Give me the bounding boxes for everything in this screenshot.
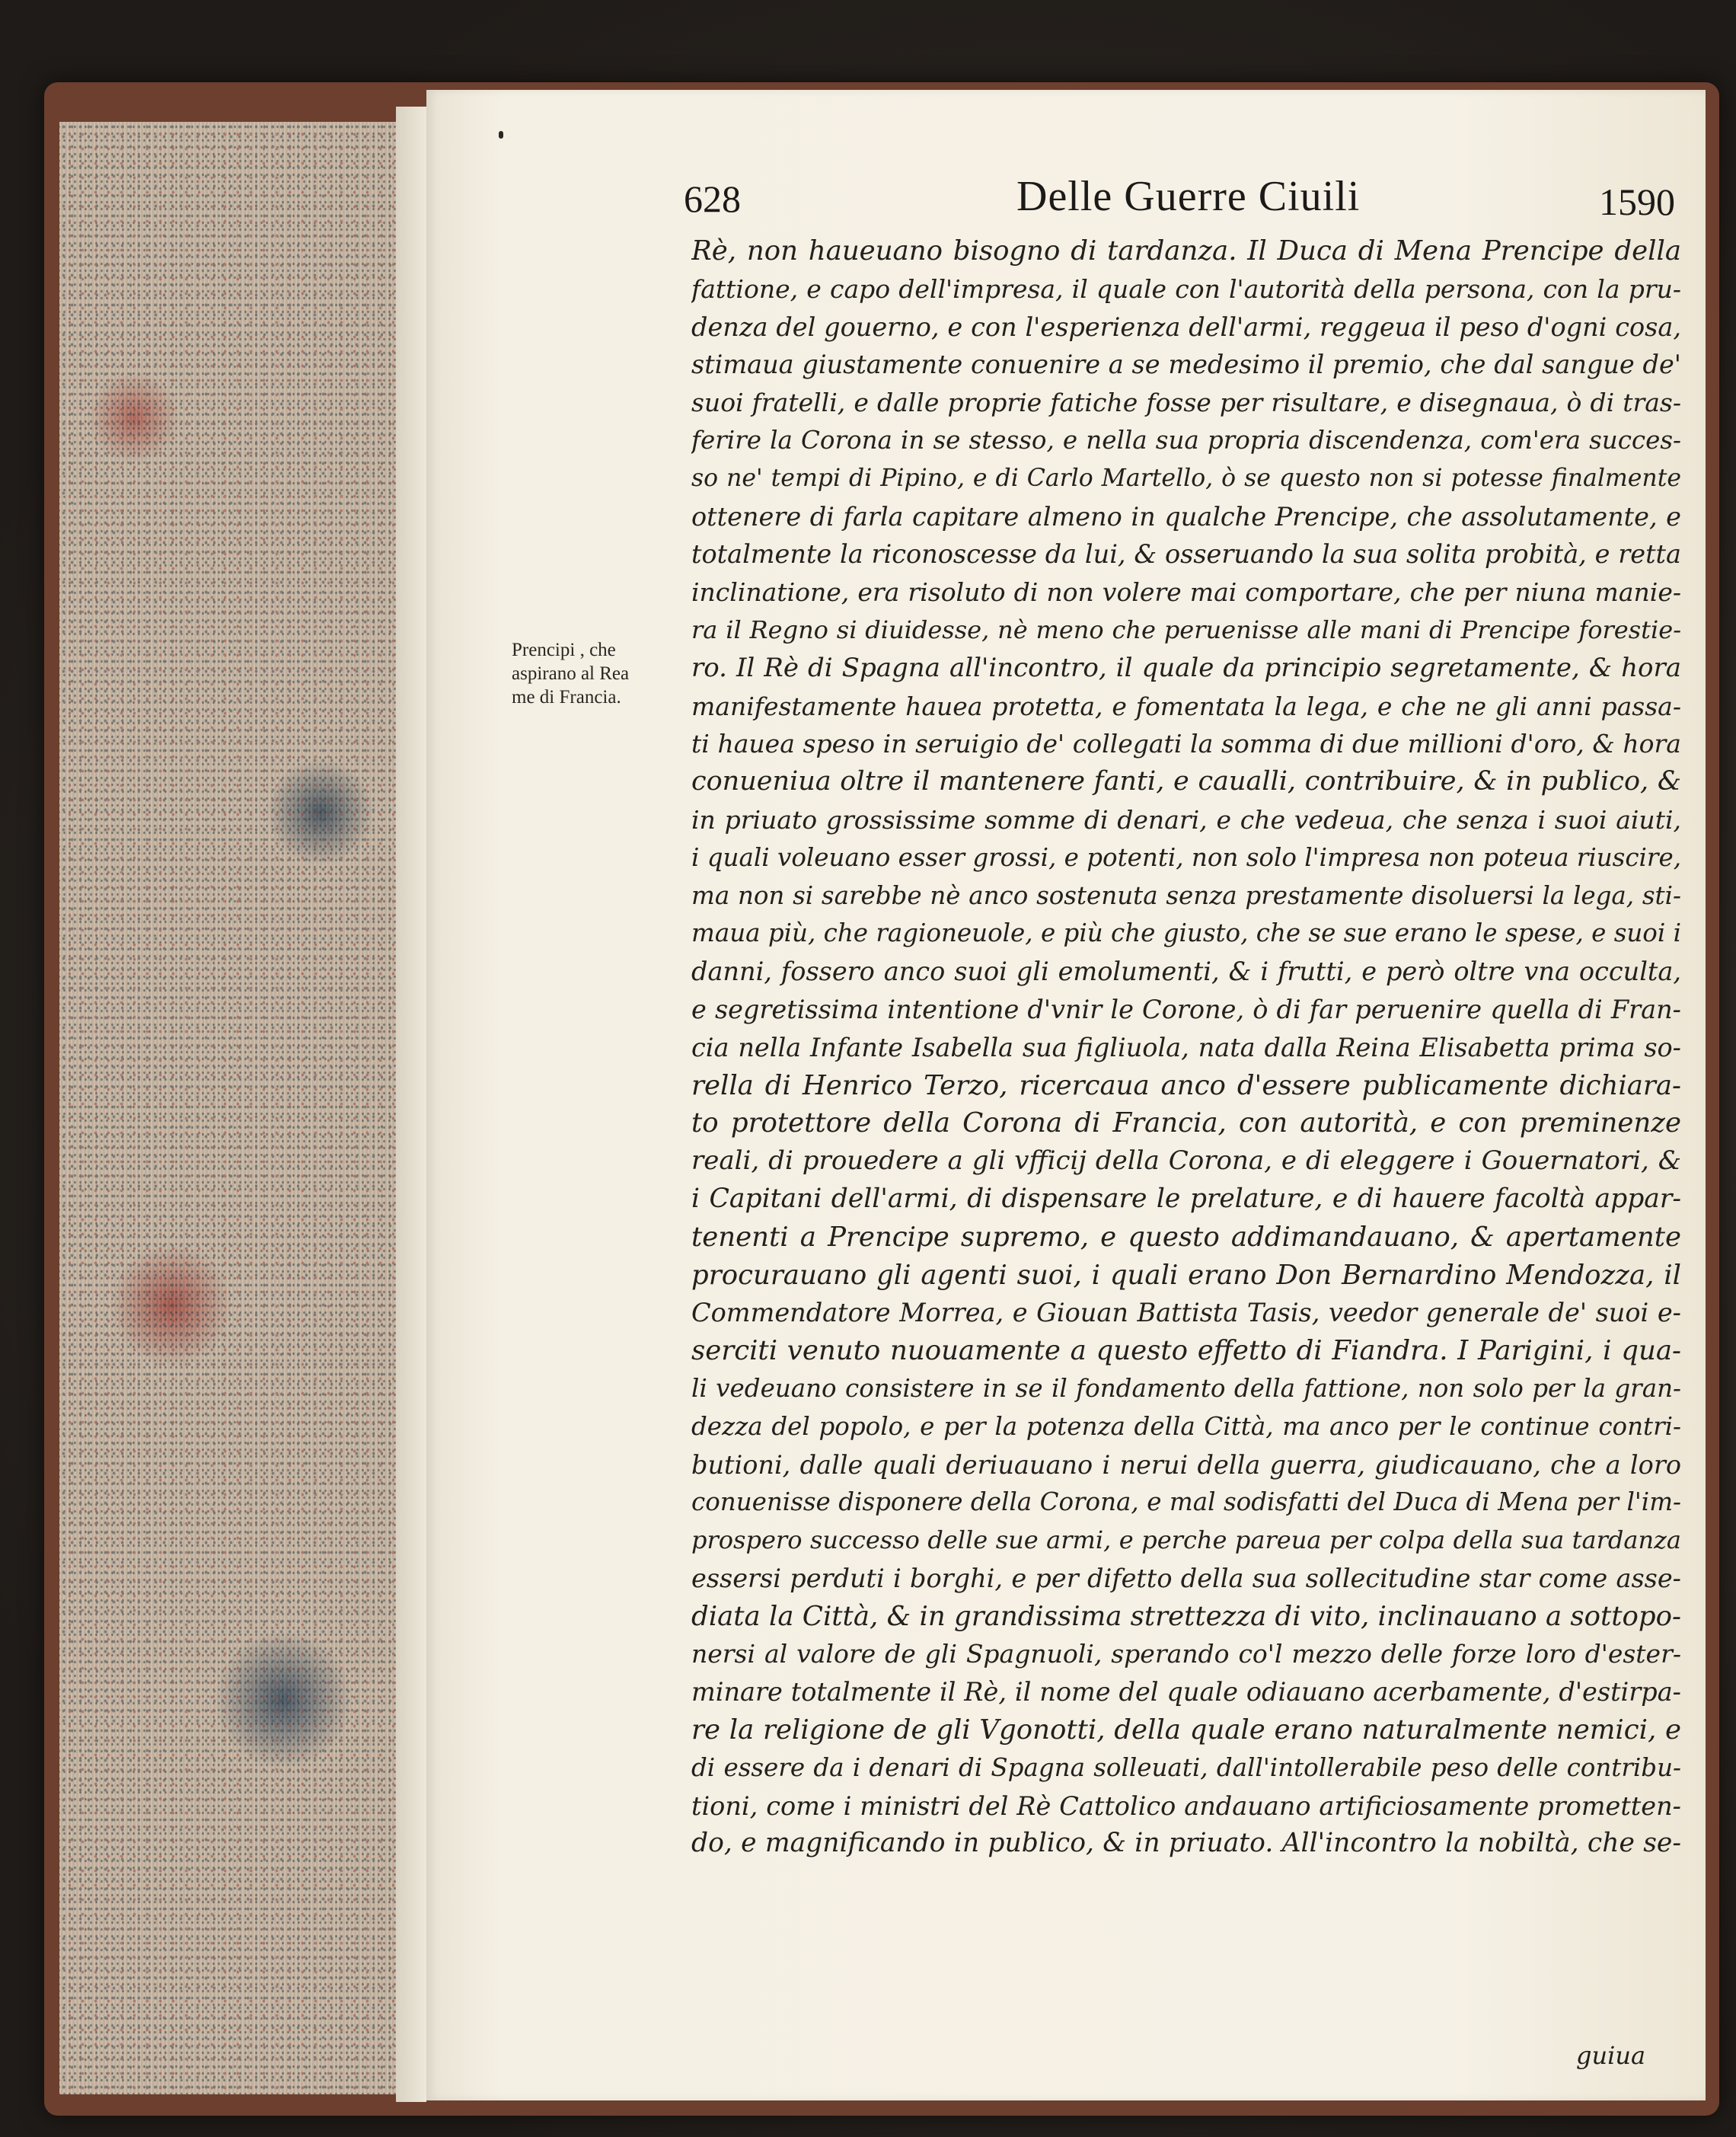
text-line: diata la Città, & in grandissima strettezza di vito, inclinauano a sottopo- <box>691 1600 1681 1632</box>
text-line: do, e magnificando in publico, & in priuato. All'incontro la nobiltà, che se- <box>691 1828 1681 1859</box>
text-line: in priuato grossissime somme di denari, e che vedeua, che senza i suoi aiuti, <box>691 804 1681 835</box>
text-line: fattione, e capo dell'impresa, il quale con l'autorità della persona, con la pru- <box>691 273 1681 304</box>
page-number: 628 <box>684 177 741 220</box>
margin-note-line: Prencipi , che <box>512 640 616 660</box>
text-line: conuenisse disponere della Corona, e mal sodisfatti del Duca di Mena per l'im- <box>691 1487 1681 1517</box>
text-line: Commendatore Morrea, e Giouan Battista Tasis, veedor generale de' suoi e- <box>691 1298 1681 1328</box>
text-line: totalmente la riconoscesse da lui, & osseruando la sua solita probità, e retta <box>691 539 1681 570</box>
text-line: stimaua giustamente conuenire a se medesimo il premio, che dal sangue de' <box>691 350 1681 380</box>
text-line: essersi perduti i borghi, e per difetto della sua sollecitudine star come asse- <box>691 1563 1681 1593</box>
gutter-strip <box>396 107 426 2102</box>
text-line: ma non si sarebbe nè anco sostenuta senza prestamente disoluersi la lega, sti- <box>691 880 1681 910</box>
text-line: i Capitani dell'armi, di dispensare le prelature, e di hauere facoltà appar- <box>691 1183 1681 1214</box>
year-marginal: 1590 <box>1599 180 1675 223</box>
text-line: denza del gouerno, e con l'esperienza dell'armi, reggeua il peso d'ogni cosa, <box>691 311 1681 342</box>
text-line: maua più, che ragioneuole, e più che giusto, che se sue erano le spese, e suoi i <box>691 918 1681 948</box>
text-line: ra il Regno si diuidesse, nè meno che peruenisse alle mani di Prencipe forestie- <box>691 615 1681 644</box>
body-text <box>691 232 1681 1863</box>
text-line: re la religione de gli Vgonotti, della quale erano naturalmente nemici, e <box>691 1714 1681 1746</box>
text-line: inclinatione, era risoluto di non volere mai comportare, che per niuna manie- <box>691 577 1681 608</box>
text-line: li vedeuano consistere in se il fondamento della fattione, non solo per la gran- <box>691 1373 1681 1403</box>
text-line: tenenti a Prencipe supremo, e questo addimandauano, & apertamente <box>691 1221 1681 1253</box>
text-line: butioni, dalle quali deriuauano i nerui della guerra, giudicauano, che a loro <box>691 1449 1681 1480</box>
text-line: tioni, come i ministri del Rè Cattolico andauano artificiosamente prometten- <box>691 1790 1681 1821</box>
text-line: reali, di prouedere a gli vfficij della Corona, e di eleggere i Gouernatori, & <box>691 1145 1681 1177</box>
text-line: di essere da i denari di Spagna solleuati, dall'intollerabile peso delle contribu- <box>691 1752 1681 1782</box>
text-line: ottenere di farla capitare almeno in qualche Prencipe, che assolutamente, e <box>691 501 1681 532</box>
margin-note-line: me di Francia. <box>512 687 621 708</box>
text-line: minare totalmente il Rè, il nome del quale odiauano acerbamente, d'estirpa- <box>691 1677 1681 1707</box>
text-line: danni, fossero anco suoi gli emolumenti, & i frutti, e però oltre vna occulta, <box>691 957 1681 987</box>
text-line: Rè, non haueuano bisogno di tardanza. Il Duca di Mena Prencipe della <box>691 235 1681 267</box>
text-line: suoi fratelli, e dalle proprie fatiche fosse per risultare, e disegnaua, ò di tras- <box>691 388 1681 418</box>
text-line: cia nella Infante Isabella sua figliuola, nata dalla Reina Elisabetta prima so- <box>691 1032 1681 1062</box>
margin-note <box>512 638 675 709</box>
text-line: procurauano gli agenti suoi, i quali erano Don Bernardino Mendozza, il <box>691 1259 1681 1291</box>
text-line: ro. Il Rè di Spagna all'incontro, il quale da principio segretamente, & hora <box>691 652 1681 683</box>
running-title: Delle Guerre Ciuili <box>1016 173 1361 220</box>
text-line: i quali voleuano esser grossi, e potenti, non solo l'impresa non poteua riuscire, <box>691 842 1681 872</box>
ink-mark <box>499 131 503 139</box>
text-line: prospero successo delle sue armi, e perche pareua per colpa della sua tardanza <box>691 1525 1681 1555</box>
text-line: nersi al valore de gli Spagnuoli, sperando co'l mezzo delle forze loro d'ester- <box>691 1639 1681 1669</box>
running-head <box>678 168 1675 228</box>
speckled-edge-pattern <box>59 122 417 2094</box>
text-line: e segretissima intentione d'vnir le Corone, ò di far peruenire quella di Fran- <box>691 994 1681 1024</box>
text-line: ferire la Corona in se stesso, e nella sua propria discendenza, com'era succes- <box>691 425 1681 455</box>
margin-note-line: aspirano al Rea <box>512 663 630 684</box>
text-line: to protettore della Corona di Francia, con autorità, e con preminenze <box>691 1107 1681 1139</box>
text-line: rella di Henrico Terzo, ricercaua anco d'essere publicamente dichiara- <box>691 1069 1681 1101</box>
text-line: so ne' tempi di Pipino, e di Carlo Martello, ò se questo non si potesse finalmente <box>691 464 1681 492</box>
text-line: manifestamente hauea protetta, e fomentata la lega, e che ne gli anni passa- <box>691 691 1681 721</box>
text-line: serciti venuto nuouamente a questo effetto di Fiandra. I Parigini, i qua- <box>691 1335 1681 1367</box>
catchword: guiua <box>1576 2041 1646 2070</box>
text-line: dezza del popolo, e per la potenza della Città, ma anco per le continue contri- <box>691 1411 1681 1441</box>
text-line: conueniua oltre il mantenere fanti, e caualli, contribuire, & in publico, & <box>691 766 1681 797</box>
text-line: ti hauea speso in seruigio de' collegati la somma di due millioni d'oro, & hora <box>691 729 1681 759</box>
